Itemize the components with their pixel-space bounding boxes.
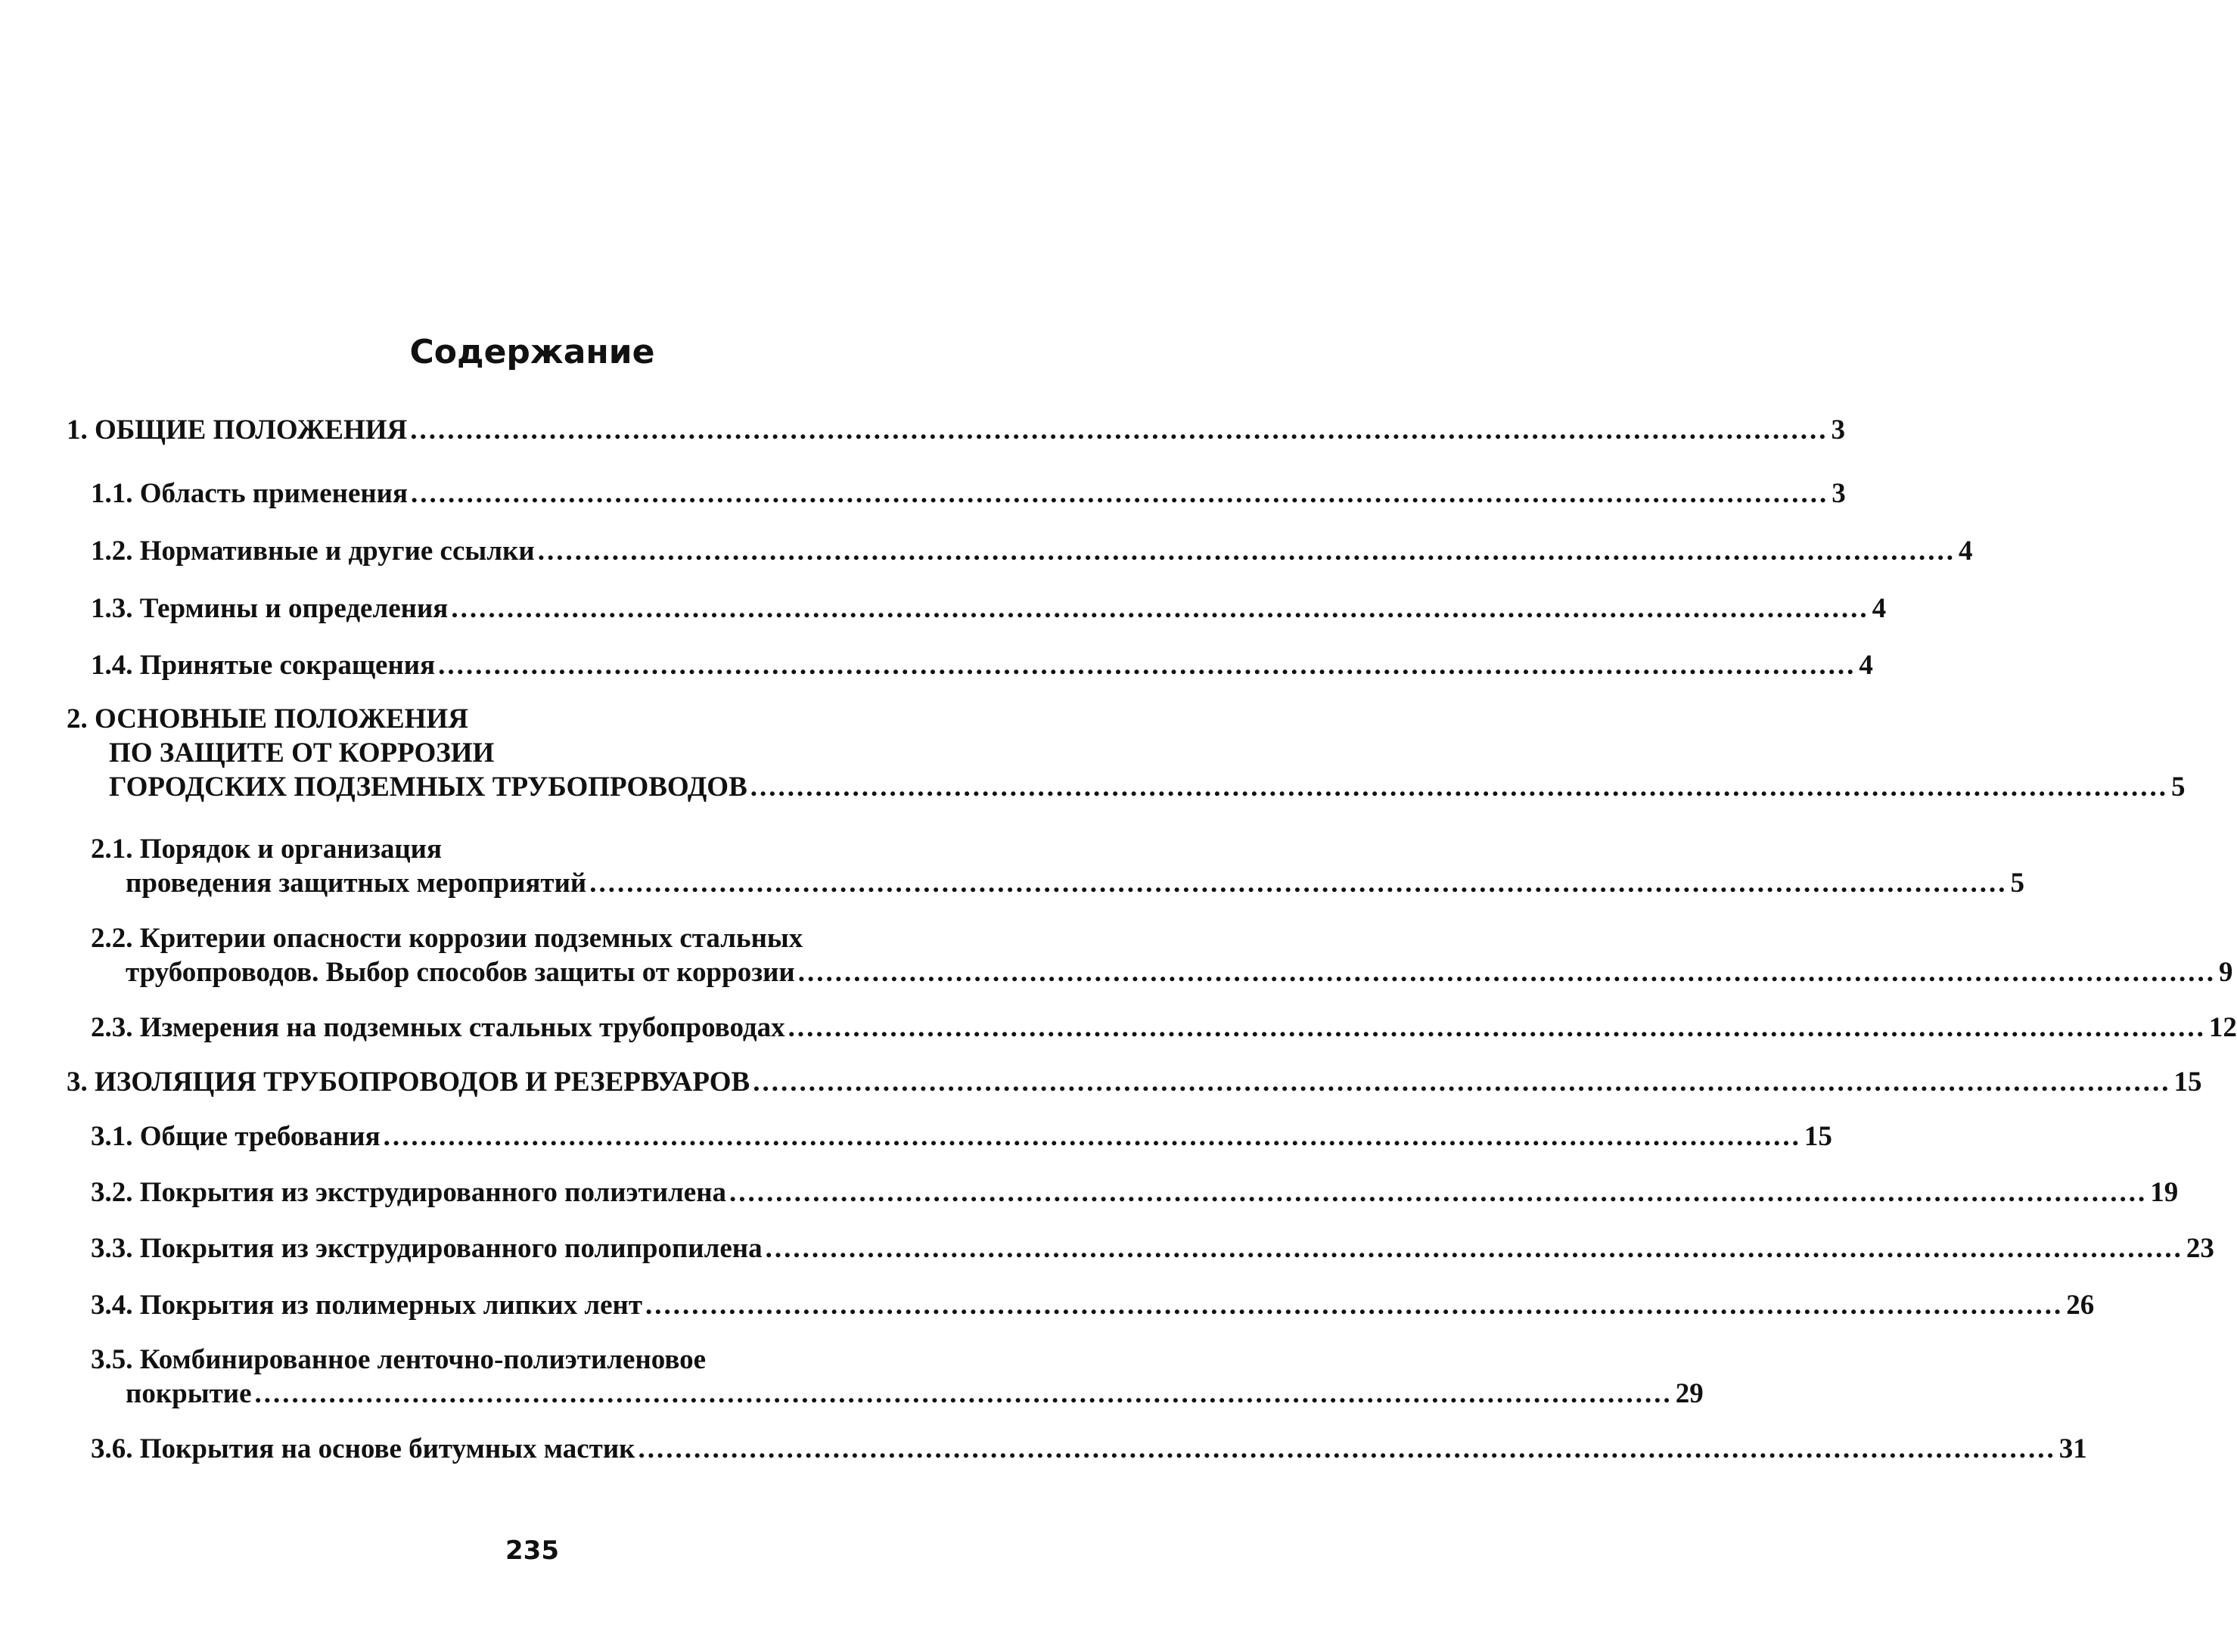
toc-page-number: 23 [2186,1233,2214,1264]
toc-entry-1-3[interactable] [91,592,1887,626]
dot-leader: ......................................................................................................................................................... [788,1012,2206,1043]
dot-leader: ......................................................................................................................................................... [438,650,1856,681]
toc-entry-3-5[interactable] [91,1343,1704,1411]
toc-page-number: 19 [2150,1177,2179,1208]
toc-page-number: 3 [1832,478,1846,509]
toc-entry-1-2[interactable] [91,534,1973,568]
toc-page-number: 5 [2171,772,2186,803]
toc-page-number: 29 [1675,1378,1704,1409]
toc-entry-text: 2.3. Измерения на подземных стальных трубопроводах [91,1012,785,1043]
toc-entry-text: 3.1. Общие требования [91,1121,381,1152]
toc-entry-3-4[interactable] [91,1288,2095,1322]
dot-leader: ......................................................................................................................................................... [589,868,2008,899]
dot-leader: ......................................................................................................................................................... [645,1290,2064,1321]
toc-entry-text: проведения защитных мероприятий [126,868,587,899]
toc-page-number: 9 [2218,957,2233,988]
dot-leader: ......................................................................................................................................................... [254,1378,1673,1409]
toc-entry-text: 1. ОБЩИЕ ПОЛОЖЕНИЯ [67,415,408,446]
dot-leader: ......................................................................................................................................................... [765,1233,2183,1264]
toc-page-number: 12 [2208,1012,2237,1043]
toc-entry-text: ГОРОДСКИХ ПОДЗЕМНЫХ ТРУБОПРОВОДОВ [109,772,747,803]
toc-entry-text: 1.4. Принятые сокращения [91,650,436,681]
dot-leader: ......................................................................................................................................................... [383,1121,1801,1152]
toc-page-number: 15 [1804,1121,1832,1152]
toc-page-number: 5 [2010,868,2024,899]
toc-page-number: 26 [2066,1290,2095,1321]
toc-entry-3-1[interactable] [91,1119,1832,1154]
page-number: 235 [505,1536,559,1566]
dot-leader: ......................................................................................................................................................... [750,772,2169,803]
toc-entry-text: ПО ЗАЩИТЕ ОТ КОРРОЗИИ [109,738,495,769]
dot-leader: ......................................................................................................................................................... [411,478,1829,509]
toc-entry-text: 3.2. Покрытия из экструдированного полиэтилена [91,1177,727,1208]
toc-entry-text: трубопроводов. Выбор способов защиты от коррозии [126,957,795,988]
toc-entry-1[interactable] [67,413,1846,447]
toc-entry-text: 1.3. Термины и определения [91,593,449,624]
dot-leader: ......................................................................................................................................................... [638,1433,2056,1464]
dot-leader: ......................................................................................................................................................... [797,957,2216,988]
toc-page-number: 31 [2058,1433,2087,1464]
toc-page-number: 15 [2173,1067,2202,1098]
toc-entry-2-3[interactable] [91,1011,2237,1045]
toc-entry-1-4[interactable] [91,648,1873,682]
toc-page-number: 3 [1831,415,1846,446]
toc-entry-3-6[interactable] [91,1432,2087,1466]
toc-entry-text: 2.1. Порядок и организация [91,834,443,865]
toc-entry-text: 3.5. Комбинированное ленточно-полиэтиленовое [91,1344,706,1375]
toc-page-number: 4 [1958,536,1973,567]
toc-entry-2-2[interactable] [91,921,2233,989]
dot-leader: ......................................................................................................................................................... [753,1067,2171,1098]
toc-title: Содержание [409,333,655,371]
toc-entry-text: 2.2. Критерии опасности коррозии подземных стальных [91,923,803,954]
toc-entry-3[interactable] [67,1065,2202,1099]
toc-entry-text: покрытие [126,1378,252,1409]
toc-entry-text: 3. ИЗОЛЯЦИЯ ТРУБОПРОВОДОВ И РЕЗЕРВУАРОВ [67,1067,750,1098]
dot-leader: ......................................................................................................................................................... [537,536,1956,567]
toc-entry-text: 3.6. Покрытия на основе битумных мастик [91,1433,635,1464]
toc-entry-text: 3.3. Покрытия из экструдированного полипропилена [91,1233,763,1264]
toc-entry-3-2[interactable] [91,1175,2179,1210]
dot-leader: ......................................................................................................................................................... [729,1177,2148,1208]
toc-entry-text: 1.2. Нормативные и другие ссылки [91,536,535,567]
toc-entry-2[interactable] [67,702,2186,804]
toc-entry-text: 1.1. Область применения [91,478,409,509]
toc-page-number: 4 [1872,593,1887,624]
toc-entry-3-3[interactable] [91,1231,2214,1265]
dot-leader: ......................................................................................................................................................... [410,415,1828,446]
toc-entry-text: 2. ОСНОВНЫЕ ПОЛОЖЕНИЯ [67,703,468,734]
toc-entry-1-1[interactable] [91,477,1846,511]
toc-page-number: 4 [1859,650,1873,681]
dot-leader: ......................................................................................................................................................... [451,593,1869,624]
toc-entry-2-1[interactable] [91,832,2024,900]
toc-entry-text: 3.4. Покрытия из полимерных липких лент [91,1290,643,1321]
